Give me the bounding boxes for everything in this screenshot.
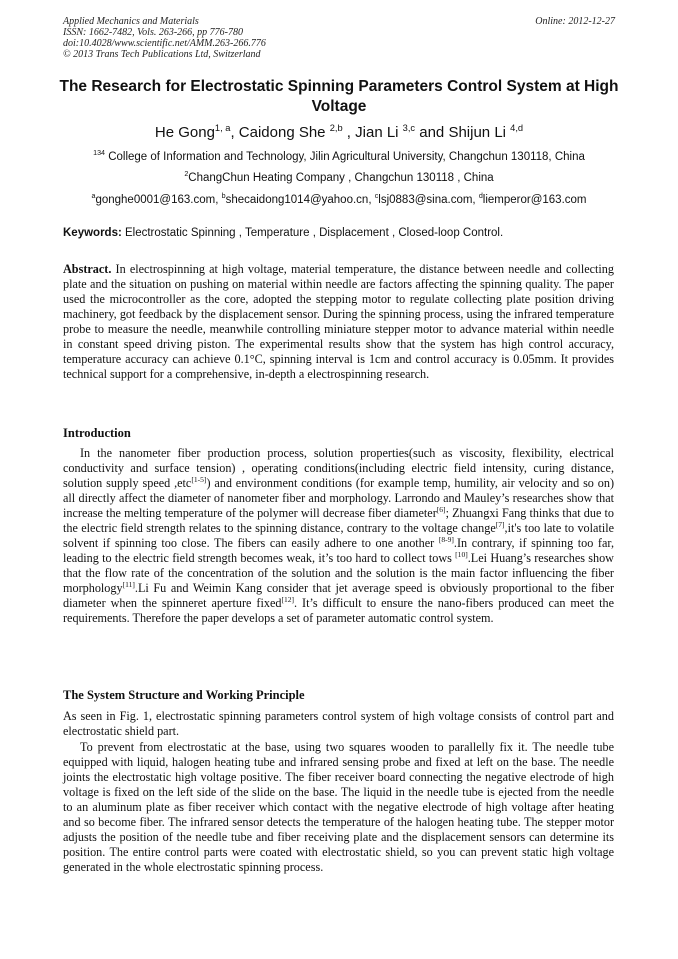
online-date: Online: 2012-12-27: [535, 16, 615, 27]
email-sup: c: [374, 192, 379, 201]
doi-line: doi:10.4028/www.scientific.net/AMM.263-266.776: [63, 38, 266, 49]
affiliation-1: [30, 150, 648, 164]
introduction-paragraph: [63, 446, 614, 626]
author-sep: ,: [230, 124, 239, 141]
author-name: Caidong She: [238, 124, 330, 141]
keywords-text: Electrostatic Spinning , Temperature , Displacement , Closed-loop Control.: [121, 227, 504, 239]
citation: [6]: [436, 504, 446, 514]
introduction-heading: Introduction: [63, 426, 131, 440]
citation: [11]: [122, 579, 135, 589]
author-list: [30, 124, 648, 142]
journal-header: [63, 16, 266, 60]
email-sup: a: [91, 192, 96, 201]
email-link[interactable]: liemperor@163.com: [482, 194, 587, 206]
citation: [7]: [495, 519, 505, 529]
citation: [1-5]: [191, 474, 207, 484]
intro-text: ; Zhuangxi Fang thinks that due to the electric field strength relates to the spinning distance, contrary to the voltage change: [63, 506, 614, 535]
citation: [12]: [281, 594, 295, 604]
intro-text: ) and environment conditions (for example temp, humility, air velocity and so on) all directly affect the diameter of nanometer fiber and morphology. Larrondo and Mauley’s researches show that increase the melting temperature of the polymer will decrease fiber diameter: [63, 476, 615, 520]
system-paragraph-2: To prevent from electrostatic at the base, using two squares wooden to parallelly fix it. The needle tube equipped with liquid, halogen heating tube and infrared sensing probe and fixed at left on the base. The needle joints the electrostatic high voltage positive. The fiber receiver board connecting the negative electrode of high voltage is fixed on the left side of the slide on the base. The liquid in the needle tube is ejected from the needle to an aluminum plate as fiber receiver which contact with the negative electrode of high voltage after heating and so become fiber. The infrared sensor detects the temperature of the halogen heating tube. The stepper motor adjusts the position of the needle tube and fiber receiving plate and the displacement sensors can determine its position. The entire control parts were coated with electrostatic shield, so you can prevent static high voltage generated in the whole electrostatic spinning process.: [63, 740, 614, 874]
email-sup: b: [221, 192, 226, 201]
abstract-label: Abstract.: [63, 262, 112, 276]
author-sep: and: [415, 124, 449, 141]
intro-text: .In contrary, if spinning too far, leading to the electric field strength becomes weak, it’s too hard to collect tows: [63, 536, 614, 565]
intro-text: . It’s difficult to ensure the nano-fibers produced can meet the requirements. Therefore the paper develops a set of parameter automatic control system.: [63, 596, 614, 625]
affiliation-text: College of Information and Technology, Jilin Agricultural University, Changchun 130118, China: [105, 151, 585, 163]
system-paragraph-1: As seen in Fig. 1, electrostatic spinning parameters control system of high voltage consists of control part and electrostatic shield part.: [63, 709, 614, 738]
author-sup: 4,d: [510, 123, 524, 133]
author-sup: 2,b: [329, 123, 343, 133]
abstract: [63, 262, 614, 382]
citation: [10]: [455, 549, 468, 559]
author-sep: ,: [342, 124, 356, 141]
abstract-text: In electrospinning at high voltage, material temperature, the distance between needle and collecting plate and the situation on pushing on material within needle are factors affecting the spinning quality. The paper used the microcontroller as the core, adopted the stepping motor to regulate collecting plate position driving machinery, got feedback by the displacement sensor. During the spinning process, using the infrared temperature probe to measure the needle, meanwhile controlling miniature stepper motor to advance material within needle in constant speed driving piston. The experimental results show that the system has high control accuracy, temperature accuracy can achieve 0.1°C, spinning interval is 1cm and control accuracy is 0.05mm. It provides technical support for a comprehensive, in-depth a electrospinning research.: [63, 262, 614, 381]
citation: [8-9]: [438, 534, 454, 544]
author-sup: 3,c: [402, 123, 416, 133]
keywords: [63, 227, 503, 239]
author-name: Shijun Li: [448, 124, 511, 141]
email-link[interactable]: shecaidong1014@yahoo.cn,: [225, 194, 375, 206]
email-sup: d: [478, 192, 483, 201]
email-list: [30, 193, 648, 207]
intro-text: ,it's too late to volatile solvent if spinning too close. The fibers can easily adhere to one another: [63, 521, 615, 550]
affiliation-text: ChangChun Heating Company , Changchun 130118 , China: [188, 172, 494, 184]
journal-name: Applied Mechanics and Materials: [63, 16, 199, 27]
keywords-label: Keywords:: [63, 227, 122, 239]
system-heading: The System Structure and Working Principle: [63, 688, 305, 702]
issn-line: ISSN: 1662-7482, Vols. 263-266, pp 776-780: [63, 27, 243, 38]
author-sup: 1, a: [214, 123, 231, 133]
author-name: He Gong: [154, 124, 215, 141]
paper-title: The Research for Electrostatic Spinning Parameters Control System at High Voltage: [59, 78, 619, 115]
copyright-line: © 2013 Trans Tech Publications Ltd, Switzerland: [63, 49, 261, 60]
affiliation-sup: 134: [93, 149, 105, 158]
intro-text: .Lei Huang’s researches show that the flow rate of the concentration of the solution and the solution is the main factor influencing the fiber morphology: [63, 551, 614, 595]
affiliation-2: [30, 171, 648, 185]
author-name: Jian Li: [355, 124, 403, 141]
email-link[interactable]: lsj0883@sina.com,: [378, 194, 479, 206]
intro-text: In the nanometer fiber production process, solution properties(such as viscosity, flexibility, electrical conductivity and surface tension) , operating conditions(including electric field intensity, curing distance, solution supply speed ,etc: [63, 446, 614, 490]
email-link[interactable]: gonghe0001@163.com,: [95, 194, 222, 206]
intro-text: .Li Fu and Weimin Kang consider that jet average speed is obviously proportional to the fiber diameter when the spinneret aperture fixed: [63, 581, 614, 610]
affiliation-sup: 2: [184, 170, 189, 179]
